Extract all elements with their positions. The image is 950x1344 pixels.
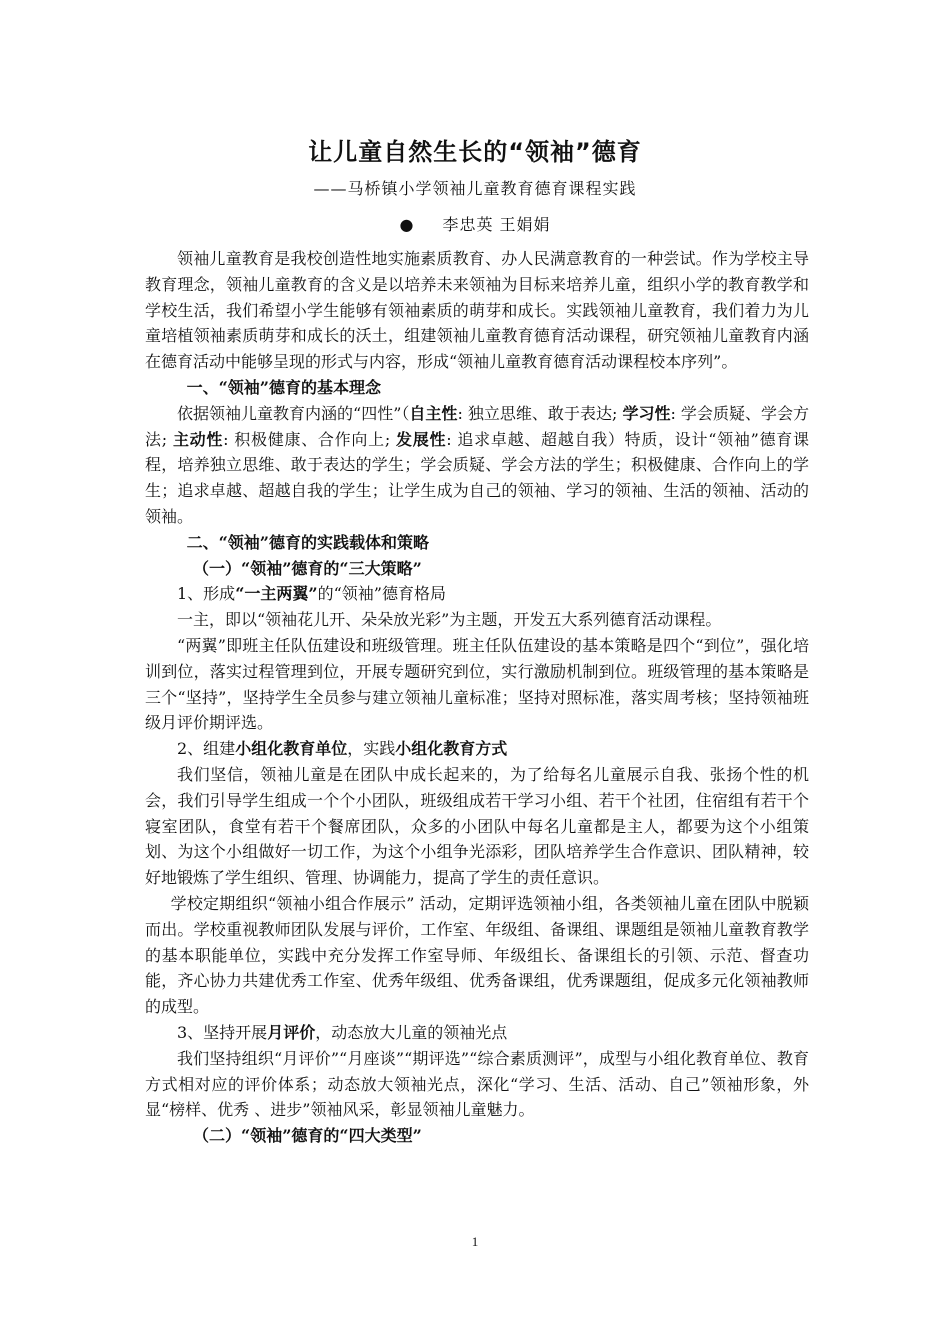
concept-paragraph bbox=[145, 401, 809, 530]
text: : 追求卓越、超越自我）特质，设计“领袖”德育课程，培养独立思维、敢于表达的学生；学会质疑、学会方法的学生；积极健康、合作向上的学生；追求卓越、超越自我的学生；让学生成为自己的领袖、学习的领袖、生活的领袖、活动的领袖。 bbox=[145, 429, 809, 526]
text: ，动态放大儿童的领袖光点 bbox=[315, 1022, 508, 1042]
text: : 学会质疑、学会方法; bbox=[145, 403, 809, 449]
text: 的“领袖”德育格局 bbox=[317, 584, 446, 604]
paragraph: 一主，即以“领袖花儿开、朵朵放光彩”为主题，开发五大系列德育活动课程。 bbox=[177, 610, 722, 630]
keyword-initiative: 主动性 bbox=[172, 429, 224, 449]
keyword: 月评价 bbox=[267, 1022, 316, 1042]
text: : 积极健康、合作向上; bbox=[223, 429, 397, 449]
page-number: 1 bbox=[471, 1234, 479, 1249]
paragraph: “两翼”即班主任队伍建设和班级管理。班主任队伍建设的基本策略是四个“到位”，强化培训到位，落实过程管理到位，开展专题研究到位，实行激励机制到位。班级管理的基本策略是三个“坚持”，坚持学生全员参与建立领袖儿童标准；坚持对照标准，落实周考核；坚持领袖班级月评价期评选。 bbox=[145, 635, 809, 733]
keyword-development: 发展性 bbox=[396, 429, 447, 449]
author-line bbox=[0, 212, 950, 235]
keyword-learning: 学习性 bbox=[622, 403, 671, 423]
strategy-2-heading bbox=[145, 736, 809, 762]
paragraph: 学校定期组织“领袖小组合作展示” 活动，定期评选领袖小组，各类领袖儿童在团队中脱颖而出。学校重视教师团队发展与评价，工作室、年级组、备课组、课题组是领袖儿童教育教学的基本职能单位，实践中充分发挥工作室导师、年级组长、备课组长的引领、示范、督查功能，齐心协力共建优秀工作室、优秀年级组、优秀备课组，优秀课题组，促成多元化领袖教师的成型。 bbox=[145, 893, 809, 1017]
subsection-heading-2: （二）“领袖”德育的“四大类型” bbox=[193, 1126, 422, 1146]
strategy-1-heading bbox=[145, 581, 809, 607]
document-body bbox=[145, 246, 809, 1149]
keyword: “一主两翼” bbox=[235, 584, 318, 604]
keyword: 小组化教育方式 bbox=[395, 739, 508, 759]
subsection-heading-1: （一）“领袖”德育的“三大策略” bbox=[193, 558, 422, 578]
keyword-autonomy: 自主性 bbox=[409, 403, 458, 423]
paragraph: 我们坚信，领袖儿童是在团队中成长起来的，为了给每名儿童展示自我、张扬个性的机会，我们引导学生组成一个个小团队，班级组成若干学习小组、若干个社团，住宿组有若干个寝室团队，食堂有若干个餐席团队，众多的小团队中每名儿童都是主人，都要为这个小组策划、为这个小组做好一切工作，为这个小组争光添彩，团队培养学生合作意识、团队精神，较好地锻炼了学生组织、管理、协调能力，提高了学生的责任意识。 bbox=[145, 764, 809, 888]
intro-paragraph: 领袖儿童教育是我校创造性地实施素质教育、办人民满意教育的一种尝试。作为学校主导教育理念，领袖儿童教育的含义是以培养未来领袖为目标来培养儿童，组织小学的教育教学和学校生活，我们希望小学生能够有领袖素质的萌芽和成长。实践领袖儿童教育，我们着力为儿童培植领袖素质萌芽和成长的沃土，组建领袖儿童教育德育活动课程，研究领袖儿童教育内涵在德育活动中能够呈现的形式与内容，形成“领袖儿童教育德育活动课程校本序列”。 bbox=[145, 249, 809, 372]
authors: 李忠英 王娟娟 bbox=[442, 215, 551, 234]
keyword: 小组化教育单位 bbox=[235, 739, 348, 759]
section-heading-2: 二、“领袖”德育的实践载体和策略 bbox=[186, 532, 430, 552]
paragraph: 我们坚持组织“月评价”“月座谈”“期评选”“综合素质测评”，成型与小组化教育单位、教育方式相对应的评价体系；动态放大领袖光点，深化“学习、生活、活动、自己”领袖形象，外显“榜样、优秀 、进步”领袖风采，彰显领袖儿童魅力。 bbox=[145, 1048, 809, 1120]
document-subtitle: ——马桥镇小学领袖儿童教育德育课程实践 bbox=[313, 179, 637, 198]
text: 3、坚持开展 bbox=[177, 1022, 268, 1042]
document-title: 让儿童自然生长的“领袖”德育 bbox=[308, 138, 642, 166]
text: 1、形成 bbox=[177, 584, 236, 604]
text: 依据领袖儿童教育内涵的“四性”（ bbox=[177, 403, 410, 423]
text: 2、组建 bbox=[177, 739, 236, 759]
text: ，实践 bbox=[347, 739, 396, 759]
text: : 独立思维、敢于表达; bbox=[457, 403, 623, 423]
strategy-3-heading bbox=[145, 1020, 809, 1046]
section-heading-1: 一、“领袖”德育的基本理念 bbox=[186, 377, 382, 397]
bullet-icon: ● bbox=[399, 215, 415, 234]
